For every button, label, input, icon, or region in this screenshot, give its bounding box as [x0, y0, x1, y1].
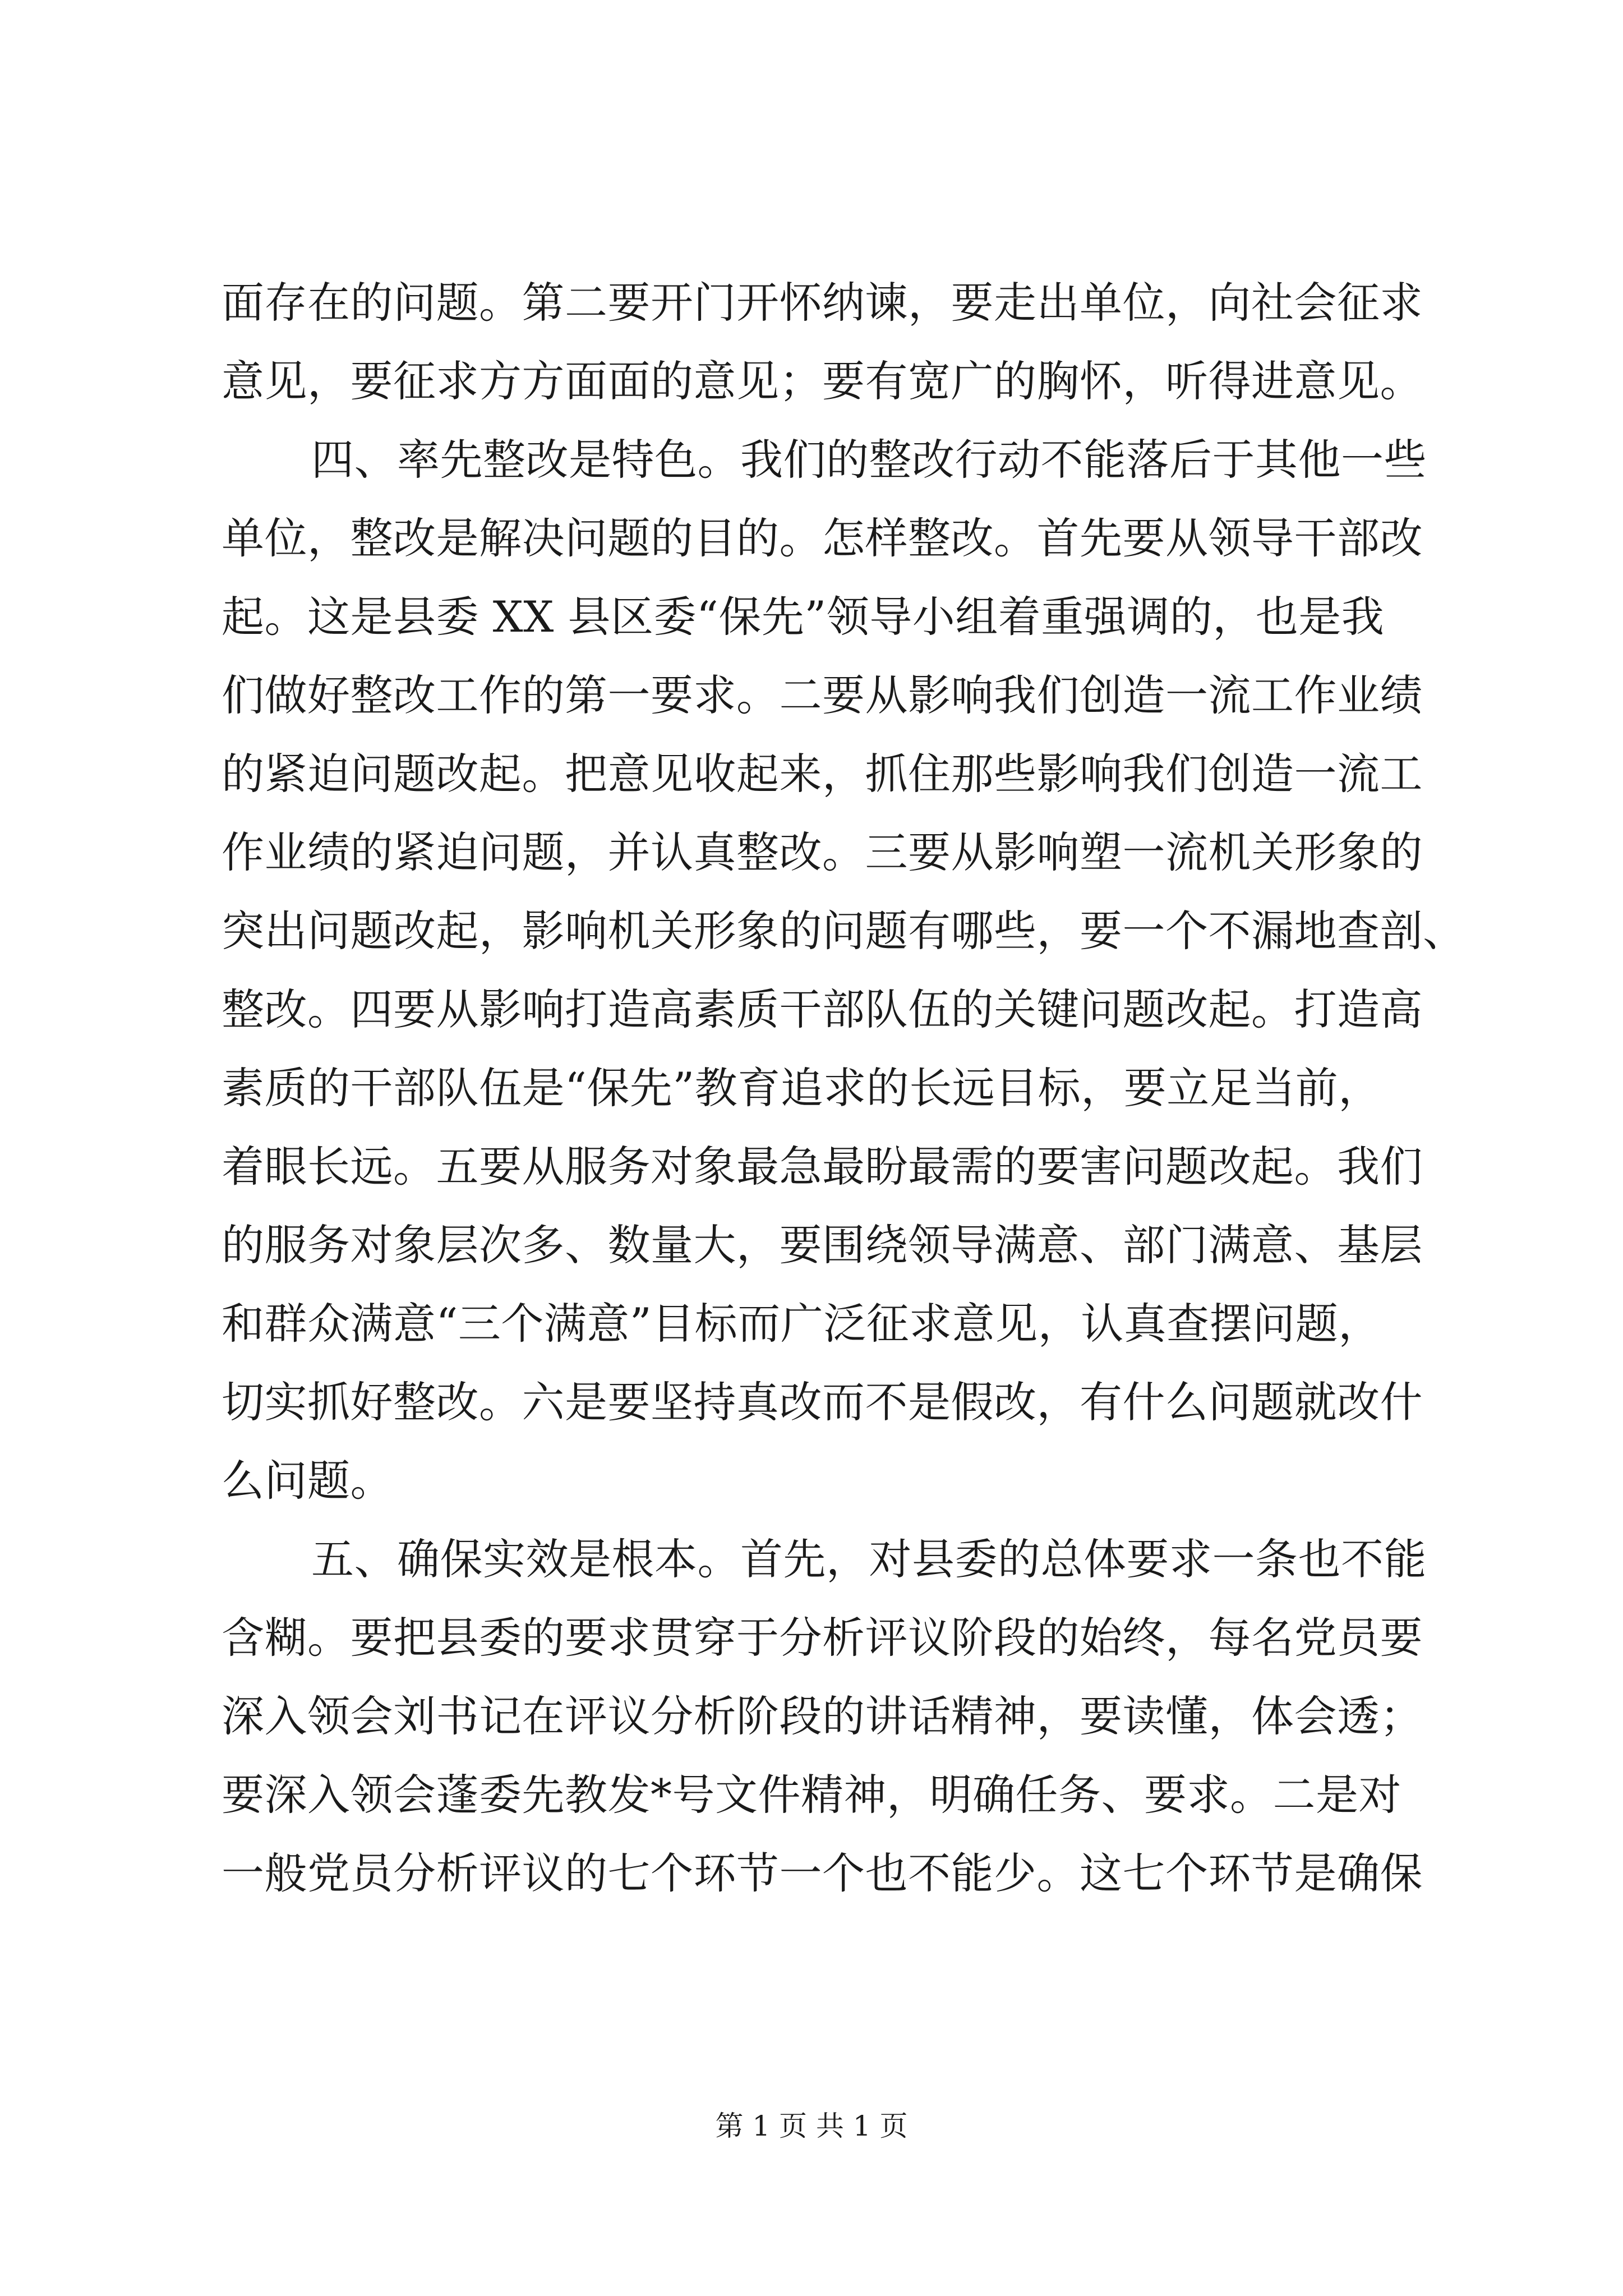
text-line: 含糊。要把县委的要求贯穿于分析评议阶段的始终，每名党员要	[222, 1613, 1423, 1663]
text-line: 要深入领会蓬委先教发*号文件精神，明确任务、要求。二是对	[222, 1770, 1401, 1820]
text-line: 们做好整改工作的第一要求。二要从影响我们创造一流工作业绩	[222, 670, 1423, 720]
text-line: 和群众满意“三个满意”目标而广泛征求意见，认真查摆问题，	[222, 1299, 1381, 1349]
text-line: 的服务对象层次多、数量大，要围绕领导满意、部门满意、基层	[222, 1220, 1423, 1270]
text-line: 一般党员分析评议的七个环节一个也不能少。这七个环节是确保	[222, 1848, 1423, 1898]
text-line: 意见，要征求方方面面的意见；要有宽广的胸怀，听得进意见。	[222, 356, 1423, 406]
text-line: 起。这是县委 XX 县区委“保先”领导小组着重强调的，也是我	[222, 592, 1385, 642]
text-line: 突出问题改起，影响机关形象的问题有哪些，要一个不漏地查剖、	[222, 906, 1466, 956]
body-text	[222, 264, 1466, 1913]
text-line: 四、率先整改是特色。我们的整改行动不能落后于其他一些	[311, 435, 1427, 485]
text-line: 么问题。	[222, 1456, 393, 1506]
text-line: 面存在的问题。第二要开门开怀纳谏，要走出单位，向社会征求	[222, 278, 1423, 328]
text-line: 单位，整改是解决问题的目的。怎样整改。首先要从领导干部改	[222, 513, 1423, 563]
text-line: 作业绩的紧迫问题，并认真整改。三要从影响塑一流机关形象的	[222, 827, 1423, 877]
page-number-label: 第 1 页 共 1 页	[715, 2110, 908, 2142]
text-line: 深入领会刘书记在评议分析阶段的讲话精神，要读懂，体会透；	[222, 1691, 1423, 1741]
page-footer	[0, 2109, 1623, 2143]
text-line: 着眼长远。五要从服务对象最急最盼最需的要害问题改起。我们	[222, 1142, 1423, 1191]
text-line: 整改。四要从影响打造高素质干部队伍的关键问题改起。打造高	[222, 984, 1423, 1034]
text-line: 五、确保实效是根本。首先，对县委的总体要求一条也不能	[311, 1534, 1427, 1584]
text-line: 素质的干部队伍是“保先”教育追求的长远目标，要立足当前，	[222, 1063, 1381, 1113]
text-line: 的紧迫问题改起。把意见收起来，抓住那些影响我们创造一流工	[222, 749, 1423, 799]
text-line: 切实抓好整改。六是要坚持真改而不是假改，有什么问题就改什	[222, 1377, 1423, 1427]
